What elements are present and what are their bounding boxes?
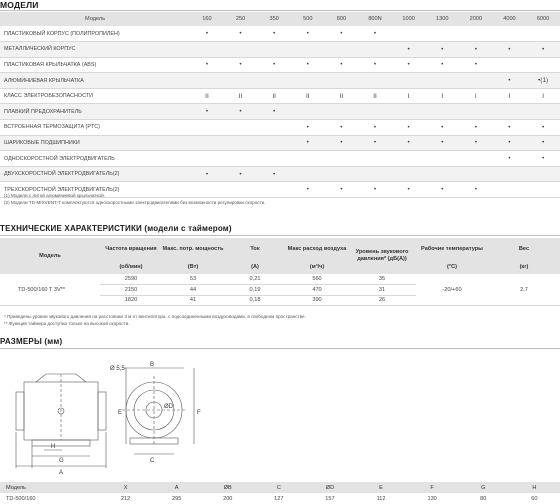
tech-noise: 31 <box>348 285 416 296</box>
models-cell: • <box>459 57 493 73</box>
models-cell: • <box>425 42 459 58</box>
models-cell <box>224 42 258 58</box>
models-row-label: ВСТРОЕННАЯ ТЕРМОЗАЩИТА (PTC) <box>0 120 190 136</box>
models-header-col: 800N <box>358 12 392 26</box>
dims-a: 295 <box>171 495 182 502</box>
dims-header-b: ØB <box>202 482 253 493</box>
models-row-label: МЕТАЛЛИЧЕСКИЙ КОРПУС <box>0 42 190 58</box>
models-cell: • <box>425 135 459 151</box>
tech-airflow: 560 <box>286 274 348 285</box>
side-outlet-spigot <box>98 392 106 430</box>
models-cell <box>224 120 258 136</box>
models-cell: • <box>291 120 325 136</box>
tech-power: 44 <box>162 285 224 296</box>
models-cell: II <box>224 88 258 104</box>
models-title: МОДЕЛИ <box>0 0 39 10</box>
dims-table <box>0 482 560 504</box>
models-cell: • <box>425 120 459 136</box>
models-row <box>0 26 560 42</box>
models-cell: I <box>425 88 459 104</box>
models-table <box>0 12 560 198</box>
models-notes <box>4 193 266 206</box>
dims-model: TD-500/160 <box>6 495 36 502</box>
dims-row <box>0 493 560 504</box>
models-cell: • <box>459 120 493 136</box>
models-cell <box>392 151 426 167</box>
models-cell <box>257 120 291 136</box>
models-cell <box>358 42 392 58</box>
models-cell: •(1) <box>526 73 560 89</box>
tech-unit-current: (А) <box>224 260 286 274</box>
models-cell: • <box>257 166 291 182</box>
tech-unit-power: (Вт) <box>162 260 224 274</box>
models-cell <box>257 151 291 167</box>
models-row <box>0 57 560 73</box>
models-cell <box>291 151 325 167</box>
models-row-label: ПЛАСТИКОВЫЙ КОРПУС (ПОЛИПРОПИЛЕН) <box>0 26 190 42</box>
models-cell <box>493 182 527 198</box>
models-cell: • <box>190 26 224 42</box>
models-cell: II <box>190 88 224 104</box>
models-header-col: 250 <box>224 12 258 26</box>
dims-header-f: F <box>407 482 458 493</box>
dims-h: 60 <box>531 495 538 502</box>
tech-airflow: 390 <box>286 295 348 306</box>
models-cell: II <box>257 88 291 104</box>
models-cell: I <box>392 88 426 104</box>
dim-label-h: H <box>51 444 56 450</box>
hole-label: Ø 5,5 <box>110 366 125 372</box>
tech-header-speed: Частота вращения <box>100 238 162 260</box>
models-row-label: АЛЮМИНИЕВАЯ КРЫЛЬЧАТКА <box>0 73 190 89</box>
tech-speed: 2150 <box>100 285 162 296</box>
models-cell: • <box>459 182 493 198</box>
models-cell: • <box>325 57 359 73</box>
dims-header-row <box>0 482 560 493</box>
models-cell: • <box>493 73 527 89</box>
dims-b: 200 <box>223 495 233 502</box>
models-row <box>0 135 560 151</box>
models-cell <box>190 120 224 136</box>
models-note-2: (2) Модели TD-MIXVENT-T комплектуются односкоростными электродвигателями без возможности регулировки скорости. <box>4 199 266 205</box>
models-cell: • <box>325 26 359 42</box>
dimension-drawing <box>14 354 214 478</box>
models-cell <box>325 73 359 89</box>
models-cell: • <box>493 135 527 151</box>
models-cell <box>392 166 426 182</box>
models-cell: • <box>392 42 426 58</box>
tech-row <box>0 274 560 285</box>
models-cell <box>257 135 291 151</box>
models-cell: • <box>526 135 560 151</box>
tech-noise: 26 <box>348 295 416 306</box>
models-cell <box>358 151 392 167</box>
models-cell: • <box>291 135 325 151</box>
models-cell <box>493 26 527 42</box>
models-cell: • <box>459 42 493 58</box>
models-cell: • <box>358 182 392 198</box>
models-cell: • <box>392 135 426 151</box>
models-cell <box>190 151 224 167</box>
dim-label-od: ØD <box>164 404 173 410</box>
models-cell: • <box>325 182 359 198</box>
dims-g: 80 <box>480 495 487 502</box>
models-row <box>0 88 560 104</box>
tech-header-power: Макс. потр. мощность <box>162 238 224 260</box>
models-header-label: Модель <box>0 12 190 26</box>
models-header-col: 1300 <box>425 12 459 26</box>
models-cell: • <box>425 57 459 73</box>
dims-header-g: G <box>458 482 509 493</box>
tech-current: 0,18 <box>224 295 286 306</box>
models-cell <box>291 104 325 120</box>
models-cell: • <box>224 57 258 73</box>
models-cell <box>257 42 291 58</box>
models-cell: II <box>358 88 392 104</box>
models-cell <box>459 26 493 42</box>
models-cell: • <box>257 26 291 42</box>
models-cell <box>325 42 359 58</box>
tech-weight: 2,7 <box>488 274 560 306</box>
dims-header-a: A <box>151 482 202 493</box>
models-row-label: ШАРИКОВЫЕ ПОДШИПНИКИ <box>0 135 190 151</box>
models-cell <box>190 73 224 89</box>
tech-power: 41 <box>162 295 224 306</box>
models-cell <box>291 73 325 89</box>
models-row-label: ОДНОСКОРОСТНОЙ ЭЛЕКТРОДВИГАТЕЛЬ <box>0 151 190 167</box>
models-cell <box>224 151 258 167</box>
models-cell: • <box>392 57 426 73</box>
models-cell: • <box>526 151 560 167</box>
tech-current: 0,21 <box>224 274 286 285</box>
models-cell: • <box>493 42 527 58</box>
models-cell <box>459 73 493 89</box>
models-cell: • <box>291 26 325 42</box>
dim-label-c: C <box>150 458 155 464</box>
models-cell: • <box>190 104 224 120</box>
models-cell: • <box>358 57 392 73</box>
tech-note-2: ** Функция таймера доступна только на высокой скорости. <box>4 320 130 326</box>
tech-table <box>0 238 560 306</box>
models-row-label: ДВУХСКОРОСТНОЙ ЭЛЕКТРОДВИГАТЕЛЬ(2) <box>0 166 190 182</box>
tech-header-current: Ток <box>224 238 286 260</box>
models-cell <box>291 166 325 182</box>
dim-label-e: E <box>118 410 123 416</box>
models-cell: • <box>224 104 258 120</box>
models-cell <box>325 151 359 167</box>
models-header-row <box>0 12 560 26</box>
models-cell: • <box>493 120 527 136</box>
models-cell <box>425 26 459 42</box>
models-cell <box>526 57 560 73</box>
models-cell: • <box>358 135 392 151</box>
models-row <box>0 166 560 182</box>
models-cell: • <box>358 26 392 42</box>
tech-header-weight: Вес <box>488 238 560 260</box>
models-cell: • <box>224 26 258 42</box>
tech-title-rule <box>0 235 560 236</box>
dims-header-d: ØD <box>304 482 355 493</box>
models-cell <box>291 42 325 58</box>
models-cell <box>526 104 560 120</box>
tech-unit-temp: (°C) <box>416 260 488 274</box>
models-cell: • <box>325 135 359 151</box>
dims-title-rule <box>0 348 560 349</box>
models-cell: • <box>257 104 291 120</box>
dims-d: 157 <box>325 495 335 502</box>
models-cell: • <box>190 57 224 73</box>
models-row-label: КЛАСС ЭЛЕКТРОБЕЗОПАСНОСТИ <box>0 88 190 104</box>
models-row-label: ПЛАСТИКОВАЯ КРЫЛЬЧАТКА (ABS) <box>0 57 190 73</box>
models-cell <box>526 26 560 42</box>
dim-label-g: G <box>59 458 64 464</box>
models-header-col: 800 <box>325 12 359 26</box>
tech-unit-speed: (об/мин) <box>100 260 162 274</box>
models-cell: II <box>325 88 359 104</box>
models-cell <box>459 151 493 167</box>
models-cell: • <box>224 166 258 182</box>
tech-airflow: 470 <box>286 285 348 296</box>
models-cell <box>257 73 291 89</box>
models-cell: II <box>291 88 325 104</box>
models-cell: I <box>526 88 560 104</box>
tech-unit-airflow: (м³/ч) <box>286 260 348 274</box>
tech-header-noise: Уровень звукового давления* (дБ(А)) <box>348 238 416 274</box>
models-cell <box>358 166 392 182</box>
tech-notes <box>4 314 306 327</box>
side-inlet-spigot <box>16 392 24 430</box>
mounting-bracket <box>32 440 90 446</box>
models-cell <box>459 166 493 182</box>
models-cell: • <box>190 166 224 182</box>
dims-header-c: C <box>253 482 304 493</box>
models-cell <box>325 104 359 120</box>
models-cell <box>425 104 459 120</box>
models-title-rule <box>0 10 560 11</box>
models-cell <box>526 182 560 198</box>
models-row <box>0 120 560 136</box>
models-cell <box>459 104 493 120</box>
models-header-col: 160 <box>190 12 224 26</box>
models-cell: • <box>526 120 560 136</box>
models-cell <box>425 166 459 182</box>
models-row <box>0 42 560 58</box>
models-header-col: 350 <box>257 12 291 26</box>
tech-header-temp: Рабочие температуры <box>416 238 488 260</box>
models-row <box>0 73 560 89</box>
models-cell <box>493 166 527 182</box>
models-header-col: 6000 <box>526 12 560 26</box>
dims-header-h: H <box>509 482 560 493</box>
models-cell <box>224 73 258 89</box>
models-cell: • <box>526 42 560 58</box>
models-cell <box>224 135 258 151</box>
tech-unit-weight: (кг) <box>488 260 560 274</box>
models-cell: • <box>392 120 426 136</box>
models-cell: • <box>358 120 392 136</box>
models-cell <box>392 104 426 120</box>
tech-header-airflow: Макс расход воздуха <box>286 238 348 260</box>
dims-e: 112 <box>376 495 386 502</box>
models-cell: • <box>325 120 359 136</box>
models-cell: • <box>257 57 291 73</box>
models-cell: I <box>493 88 527 104</box>
dims-x: 212 <box>120 495 131 502</box>
models-cell <box>493 57 527 73</box>
dim-label-b: B <box>150 362 155 368</box>
models-cell: • <box>425 182 459 198</box>
dims-header-model: Модель <box>0 482 100 493</box>
models-note-1: (1) Модели с литой алюминиевой крыльчаткой. <box>4 193 105 198</box>
dim-label-f: F <box>197 410 201 416</box>
models-cell: • <box>493 151 527 167</box>
models-row-label: ПЛАВКИЙ ПРЕДОХРАНИТЕЛЬ <box>0 104 190 120</box>
models-cell <box>425 151 459 167</box>
models-cell <box>358 73 392 89</box>
dims-title: РАЗМЕРЫ (мм) <box>0 337 63 346</box>
tech-power: 53 <box>162 274 224 285</box>
tech-current: 0,19 <box>224 285 286 296</box>
models-header-col: 1000 <box>392 12 426 26</box>
dims-c: 127 <box>274 495 284 502</box>
models-cell: • <box>459 135 493 151</box>
dims-header-e: E <box>355 482 406 493</box>
tech-title: ТЕХНИЧЕСКИЕ ХАРАКТЕРИСТИКИ (модели с таймером) <box>0 224 232 233</box>
models-cell <box>425 73 459 89</box>
tech-temp: -20/+60 <box>416 274 488 306</box>
tech-noise: 35 <box>348 274 416 285</box>
models-cell: • <box>291 57 325 73</box>
models-cell <box>358 104 392 120</box>
models-cell <box>526 166 560 182</box>
models-cell <box>325 166 359 182</box>
tech-speed: 2590 <box>100 274 162 285</box>
models-row-label: ТРЕХСКОРОСТНОЙ ЭЛЕКТРОДВИГАТЕЛЬ(2) <box>0 182 190 198</box>
models-cell: • <box>291 182 325 198</box>
tech-model: TD-500/160 T 3V** <box>0 274 100 306</box>
models-header-col: 2000 <box>459 12 493 26</box>
models-cell <box>190 42 224 58</box>
models-cell <box>392 26 426 42</box>
models-cell <box>190 135 224 151</box>
models-row <box>0 104 560 120</box>
dim-label-a: A <box>59 470 64 476</box>
models-row <box>0 151 560 167</box>
models-cell <box>392 73 426 89</box>
models-cell <box>493 104 527 120</box>
models-header-col: 500 <box>291 12 325 26</box>
dims-f: 130 <box>427 495 437 502</box>
models-cell: I <box>459 88 493 104</box>
models-cell: • <box>392 182 426 198</box>
dims-header-x: X <box>100 482 151 493</box>
tech-header-model: Модель <box>0 238 100 274</box>
tech-speed: 1820 <box>100 295 162 306</box>
models-header-col: 4000 <box>493 12 527 26</box>
tech-note-1: * Приведены уровни звукового давления на расстоянии 3 м от вентилятора, с подсоединенными воздуховодами, в свободном пространстве. <box>4 314 306 319</box>
